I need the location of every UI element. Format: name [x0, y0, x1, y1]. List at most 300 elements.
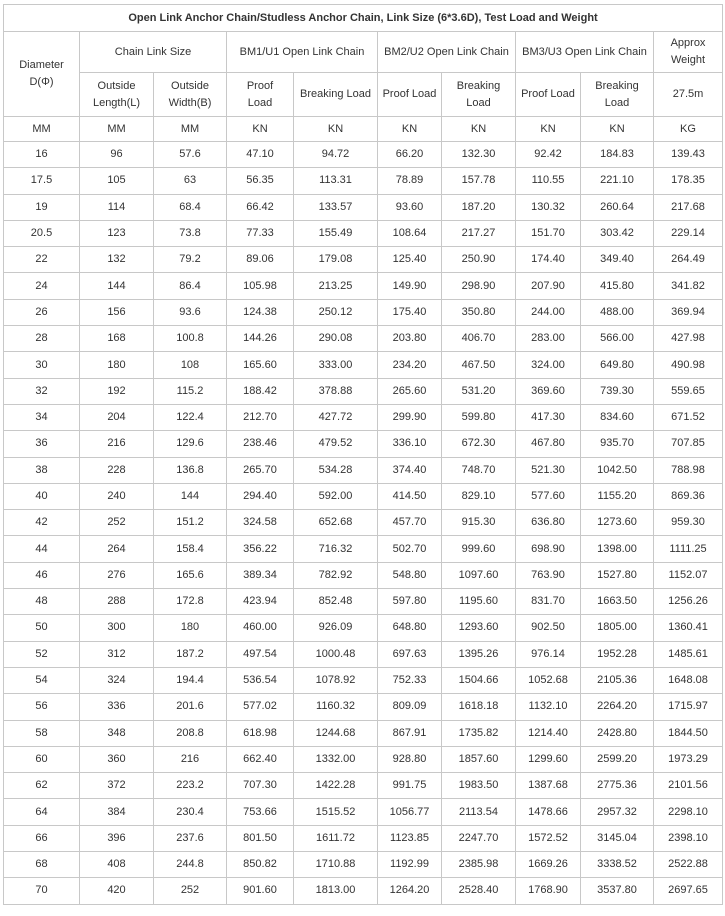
table-cell: 115.2	[154, 378, 227, 404]
table-cell: 959.30	[654, 510, 723, 536]
chain-spec-table	[3, 4, 723, 905]
table-cell: 324	[80, 667, 154, 693]
table-cell: 155.49	[294, 220, 378, 246]
table-cell: 1973.29	[654, 746, 723, 772]
table-cell: 62	[4, 773, 80, 799]
table-cell: 217.27	[442, 220, 516, 246]
table-cell: 180	[154, 615, 227, 641]
table-cell: 850.82	[227, 852, 294, 878]
table-cell: 105.98	[227, 273, 294, 299]
table-row	[4, 483, 723, 509]
table-row	[4, 352, 723, 378]
table-cell: 244.00	[516, 299, 581, 325]
table-cell: 698.90	[516, 536, 581, 562]
table-cell: 64	[4, 799, 80, 825]
table-cell: 649.80	[581, 352, 654, 378]
unit-cell: KN	[378, 117, 442, 142]
table-cell: 536.54	[227, 667, 294, 693]
header-weight-length: 27.5m	[654, 73, 723, 117]
table-cell: 1813.00	[294, 878, 378, 904]
table-cell: 427.72	[294, 404, 378, 430]
table-cell: 216	[154, 746, 227, 772]
table-cell: 240	[80, 483, 154, 509]
table-cell: 156	[80, 299, 154, 325]
table-cell: 250.12	[294, 299, 378, 325]
table-cell: 423.94	[227, 589, 294, 615]
table-cell: 234.20	[378, 352, 442, 378]
table-cell: 534.28	[294, 457, 378, 483]
table-cell: 58	[4, 720, 80, 746]
table-cell: 265.70	[227, 457, 294, 483]
table-cell: 105	[80, 168, 154, 194]
table-cell: 360	[80, 746, 154, 772]
table-cell: 124.38	[227, 299, 294, 325]
table-cell: 93.6	[154, 299, 227, 325]
table-cell: 260.64	[581, 194, 654, 220]
table-cell: 56	[4, 694, 80, 720]
table-row	[4, 641, 723, 667]
table-cell: 559.65	[654, 378, 723, 404]
table-cell: 208.8	[154, 720, 227, 746]
table-cell: 30	[4, 352, 80, 378]
table-cell: 252	[154, 878, 227, 904]
table-cell: 2528.40	[442, 878, 516, 904]
table-cell: 672.30	[442, 431, 516, 457]
table-cell: 592.00	[294, 483, 378, 509]
table-cell: 207.90	[516, 273, 581, 299]
table-cell: 1152.07	[654, 562, 723, 588]
table-cell: 324.58	[227, 510, 294, 536]
header-bm2-breaking-load	[442, 73, 516, 117]
table-cell: 928.80	[378, 746, 442, 772]
table-cell: 2113.54	[442, 799, 516, 825]
table-cell: 1042.50	[581, 457, 654, 483]
table-cell: 68	[4, 852, 80, 878]
units-row	[4, 117, 723, 142]
table-cell: 1078.92	[294, 667, 378, 693]
header-breaking-line1: Breaking	[456, 79, 501, 92]
header-diameter-line2: D(Φ)	[29, 76, 54, 88]
table-cell: 1052.68	[516, 667, 581, 693]
table-cell: 408	[80, 852, 154, 878]
table-cell: 178.35	[654, 168, 723, 194]
table-cell: 697.63	[378, 641, 442, 667]
table-cell: 479.52	[294, 431, 378, 457]
table-cell: 130.32	[516, 194, 581, 220]
table-cell: 1132.10	[516, 694, 581, 720]
table-cell: 739.30	[581, 378, 654, 404]
table-cell: 201.6	[154, 694, 227, 720]
table-cell: 763.90	[516, 562, 581, 588]
table-cell: 264	[80, 536, 154, 562]
table-cell: 1256.26	[654, 589, 723, 615]
table-cell: 56.35	[227, 168, 294, 194]
table-cell: 66.42	[227, 194, 294, 220]
table-row	[4, 510, 723, 536]
table-cell: 180	[80, 352, 154, 378]
table-row	[4, 773, 723, 799]
header-breaking-line2: Load	[604, 96, 630, 109]
table-cell: 1244.68	[294, 720, 378, 746]
table-cell: 1273.60	[581, 510, 654, 536]
table-cell: 707.85	[654, 431, 723, 457]
table-cell: 1192.99	[378, 852, 442, 878]
table-cell: 372	[80, 773, 154, 799]
table-cell: 136.8	[154, 457, 227, 483]
table-cell: 389.34	[227, 562, 294, 588]
table-cell: 2522.88	[654, 852, 723, 878]
table-cell: 24	[4, 273, 80, 299]
table-cell: 935.70	[581, 431, 654, 457]
table-cell: 1155.20	[581, 483, 654, 509]
table-cell: 1572.52	[516, 825, 581, 851]
table-row	[4, 431, 723, 457]
table-cell: 1387.68	[516, 773, 581, 799]
table-cell: 299.90	[378, 404, 442, 430]
table-cell: 2599.20	[581, 746, 654, 772]
table-cell: 548.80	[378, 562, 442, 588]
table-cell: 378.88	[294, 378, 378, 404]
table-cell: 348	[80, 720, 154, 746]
table-cell: 194.4	[154, 667, 227, 693]
header-outside-length-line2: Length(L)	[92, 96, 141, 109]
table-row	[4, 142, 723, 168]
table-cell: 132.30	[442, 142, 516, 168]
table-cell: 867.91	[378, 720, 442, 746]
table-cell: 356.22	[227, 536, 294, 562]
table-cell: 264.49	[654, 247, 723, 273]
table-cell: 132	[80, 247, 154, 273]
table-cell: 349.40	[581, 247, 654, 273]
header-bm1-proof-load	[227, 73, 294, 117]
table-row	[4, 220, 723, 246]
table-cell: 834.60	[581, 404, 654, 430]
table-cell: 213.25	[294, 273, 378, 299]
table-cell: 1332.00	[294, 746, 378, 772]
table-cell: 187.20	[442, 194, 516, 220]
table-cell: 1097.60	[442, 562, 516, 588]
table-cell: 300	[80, 615, 154, 641]
table-cell: 417.30	[516, 404, 581, 430]
table-row	[4, 694, 723, 720]
table-cell: 96	[80, 142, 154, 168]
table-cell: 497.54	[227, 641, 294, 667]
table-cell: 228	[80, 457, 154, 483]
table-cell: 44	[4, 536, 80, 562]
table-cell: 1515.52	[294, 799, 378, 825]
table-cell: 2298.10	[654, 799, 723, 825]
table-cell: 521.30	[516, 457, 581, 483]
unit-cell: KN	[442, 117, 516, 142]
header-bm2: BM2/U2 Open Link Chain	[378, 32, 516, 73]
table-cell: 28	[4, 326, 80, 352]
table-cell: 2697.65	[654, 878, 723, 904]
table-cell: 2428.80	[581, 720, 654, 746]
table-row	[4, 299, 723, 325]
table-cell: 490.98	[654, 352, 723, 378]
table-cell: 252	[80, 510, 154, 536]
table-cell: 312	[80, 641, 154, 667]
header-diameter	[4, 32, 80, 117]
table-cell: 1611.72	[294, 825, 378, 851]
table-cell: 129.6	[154, 431, 227, 457]
table-cell: 1422.28	[294, 773, 378, 799]
table-cell: 1214.40	[516, 720, 581, 746]
table-cell: 168	[80, 326, 154, 352]
table-cell: 415.80	[581, 273, 654, 299]
table-cell: 108.64	[378, 220, 442, 246]
table-cell: 34	[4, 404, 80, 430]
table-cell: 1293.60	[442, 615, 516, 641]
header-weight-line2: Weight	[670, 54, 706, 66]
table-cell: 1715.97	[654, 694, 723, 720]
table-row	[4, 615, 723, 641]
table-cell: 265.60	[378, 378, 442, 404]
table-row	[4, 194, 723, 220]
table-cell: 788.98	[654, 457, 723, 483]
unit-cell: KG	[654, 117, 723, 142]
table-cell: 66	[4, 825, 80, 851]
table-cell: 2264.20	[581, 694, 654, 720]
table-cell: 2105.36	[581, 667, 654, 693]
table-cell: 901.60	[227, 878, 294, 904]
table-cell: 38	[4, 457, 80, 483]
header-bm3: BM3/U3 Open Link Chain	[516, 32, 654, 73]
table-row	[4, 746, 723, 772]
table-cell: 406.70	[442, 326, 516, 352]
table-cell: 113.31	[294, 168, 378, 194]
table-cell: 203.80	[378, 326, 442, 352]
table-cell: 652.68	[294, 510, 378, 536]
table-cell: 414.50	[378, 483, 442, 509]
table-cell: 1123.85	[378, 825, 442, 851]
table-cell: 374.40	[378, 457, 442, 483]
table-cell: 32	[4, 378, 80, 404]
table-cell: 1983.50	[442, 773, 516, 799]
table-title: Open Link Anchor Chain/Studless Anchor Chain, Link Size (6*3.6D), Test Load and Weight	[4, 5, 723, 32]
table-cell: 1160.32	[294, 694, 378, 720]
table-cell: 902.50	[516, 615, 581, 641]
table-cell: 187.2	[154, 641, 227, 667]
table-cell: 1805.00	[581, 615, 654, 641]
table-cell: 662.40	[227, 746, 294, 772]
table-cell: 999.60	[442, 536, 516, 562]
table-cell: 1504.66	[442, 667, 516, 693]
header-diameter-line1: Diameter	[19, 59, 64, 71]
table-cell: 636.80	[516, 510, 581, 536]
table-cell: 1056.77	[378, 799, 442, 825]
table-row	[4, 168, 723, 194]
table-cell: 1710.88	[294, 852, 378, 878]
table-cell: 172.8	[154, 589, 227, 615]
table-cell: 753.66	[227, 799, 294, 825]
table-cell: 192	[80, 378, 154, 404]
table-cell: 174.40	[516, 247, 581, 273]
table-cell: 151.70	[516, 220, 581, 246]
table-cell: 77.33	[227, 220, 294, 246]
table-cell: 244.8	[154, 852, 227, 878]
table-cell: 250.90	[442, 247, 516, 273]
table-cell: 869.36	[654, 483, 723, 509]
header-weight	[654, 32, 723, 73]
table-cell: 188.42	[227, 378, 294, 404]
unit-cell: KN	[581, 117, 654, 142]
table-cell: 671.52	[654, 404, 723, 430]
table-cell: 212.70	[227, 404, 294, 430]
table-row	[4, 562, 723, 588]
table-cell: 460.00	[227, 615, 294, 641]
table-cell: 1618.18	[442, 694, 516, 720]
table-cell: 1952.28	[581, 641, 654, 667]
header-bm3-proof-load: Proof Load	[516, 73, 581, 117]
table-cell: 707.30	[227, 773, 294, 799]
table-body	[4, 142, 723, 905]
table-cell: 40	[4, 483, 80, 509]
table-row	[4, 457, 723, 483]
table-cell: 1857.60	[442, 746, 516, 772]
header-breaking-line1: Breaking	[595, 79, 639, 92]
table-cell: 294.40	[227, 483, 294, 509]
table-cell: 68.4	[154, 194, 227, 220]
table-cell: 54	[4, 667, 80, 693]
table-cell: 1111.25	[654, 536, 723, 562]
table-cell: 3537.80	[581, 878, 654, 904]
table-cell: 125.40	[378, 247, 442, 273]
table-cell: 19	[4, 194, 80, 220]
table-row	[4, 589, 723, 615]
table-cell: 420	[80, 878, 154, 904]
table-cell: 303.42	[581, 220, 654, 246]
header-weight-line1: Approx	[670, 37, 706, 49]
table-row	[4, 667, 723, 693]
table-cell: 94.72	[294, 142, 378, 168]
table-cell: 63	[154, 168, 227, 194]
table-cell: 2775.36	[581, 773, 654, 799]
table-cell: 2398.10	[654, 825, 723, 851]
table-cell: 86.4	[154, 273, 227, 299]
table-cell: 165.6	[154, 562, 227, 588]
table-cell: 1768.90	[516, 878, 581, 904]
table-cell: 809.09	[378, 694, 442, 720]
table-row	[4, 378, 723, 404]
table-cell: 467.80	[516, 431, 581, 457]
table-cell: 46	[4, 562, 80, 588]
table-cell: 336	[80, 694, 154, 720]
table-cell: 648.80	[378, 615, 442, 641]
table-cell: 599.80	[442, 404, 516, 430]
table-cell: 151.2	[154, 510, 227, 536]
table-cell: 2101.56	[654, 773, 723, 799]
table-cell: 852.48	[294, 589, 378, 615]
table-row	[4, 852, 723, 878]
header-proof-line1: Proof	[246, 79, 274, 92]
table-cell: 618.98	[227, 720, 294, 746]
unit-cell: MM	[154, 117, 227, 142]
table-cell: 217.68	[654, 194, 723, 220]
table-cell: 123	[80, 220, 154, 246]
table-cell: 66.20	[378, 142, 442, 168]
table-cell: 108	[154, 352, 227, 378]
table-cell: 926.09	[294, 615, 378, 641]
table-cell: 73.8	[154, 220, 227, 246]
table-cell: 290.08	[294, 326, 378, 352]
table-cell: 52	[4, 641, 80, 667]
unit-cell: KN	[227, 117, 294, 142]
header-bm2-proof-load: Proof Load	[378, 73, 442, 117]
header-proof-line2: Load	[247, 96, 273, 109]
table-cell: 110.55	[516, 168, 581, 194]
table-cell: 1395.26	[442, 641, 516, 667]
table-cell: 221.10	[581, 168, 654, 194]
table-cell: 158.4	[154, 536, 227, 562]
table-cell: 566.00	[581, 326, 654, 352]
header-bm3-breaking-load	[581, 73, 654, 117]
table-cell: 1485.61	[654, 641, 723, 667]
table-cell: 488.00	[581, 299, 654, 325]
table-cell: 577.60	[516, 483, 581, 509]
header-outside-width-line1: Outside	[171, 79, 209, 92]
table-cell: 122.4	[154, 404, 227, 430]
table-cell: 341.82	[654, 273, 723, 299]
table-cell: 276	[80, 562, 154, 588]
table-cell: 79.2	[154, 247, 227, 273]
table-cell: 144	[80, 273, 154, 299]
table-cell: 288	[80, 589, 154, 615]
table-cell: 20.5	[4, 220, 80, 246]
header-bm1: BM1/U1 Open Link Chain	[227, 32, 378, 73]
table-row	[4, 326, 723, 352]
table-cell: 229.14	[654, 220, 723, 246]
table-cell: 36	[4, 431, 80, 457]
header-chain-link-size: Chain Link Size	[80, 32, 227, 73]
table-cell: 93.60	[378, 194, 442, 220]
table-cell: 144.26	[227, 326, 294, 352]
table-cell: 283.00	[516, 326, 581, 352]
table-cell: 22	[4, 247, 80, 273]
table-cell: 829.10	[442, 483, 516, 509]
table-cell: 748.70	[442, 457, 516, 483]
table-cell: 16	[4, 142, 80, 168]
table-cell: 179.08	[294, 247, 378, 273]
table-cell: 204	[80, 404, 154, 430]
table-cell: 60	[4, 746, 80, 772]
table-cell: 157.78	[442, 168, 516, 194]
table-cell: 369.94	[654, 299, 723, 325]
table-row	[4, 720, 723, 746]
table-cell: 2957.32	[581, 799, 654, 825]
table-cell: 457.70	[378, 510, 442, 536]
table-cell: 238.46	[227, 431, 294, 457]
table-cell: 531.20	[442, 378, 516, 404]
table-cell: 324.00	[516, 352, 581, 378]
table-cell: 144	[154, 483, 227, 509]
table-cell: 1195.60	[442, 589, 516, 615]
table-cell: 50	[4, 615, 80, 641]
table-cell: 976.14	[516, 641, 581, 667]
header-outside-length-line1: Outside	[97, 79, 136, 92]
table-cell: 333.00	[294, 352, 378, 378]
table-cell: 1478.66	[516, 799, 581, 825]
table-cell: 48	[4, 589, 80, 615]
table-cell: 752.33	[378, 667, 442, 693]
table-cell: 2385.98	[442, 852, 516, 878]
header-outside-length	[80, 73, 154, 117]
table-cell: 216	[80, 431, 154, 457]
table-cell: 165.60	[227, 352, 294, 378]
table-cell: 2247.70	[442, 825, 516, 851]
table-cell: 467.50	[442, 352, 516, 378]
table-row	[4, 247, 723, 273]
